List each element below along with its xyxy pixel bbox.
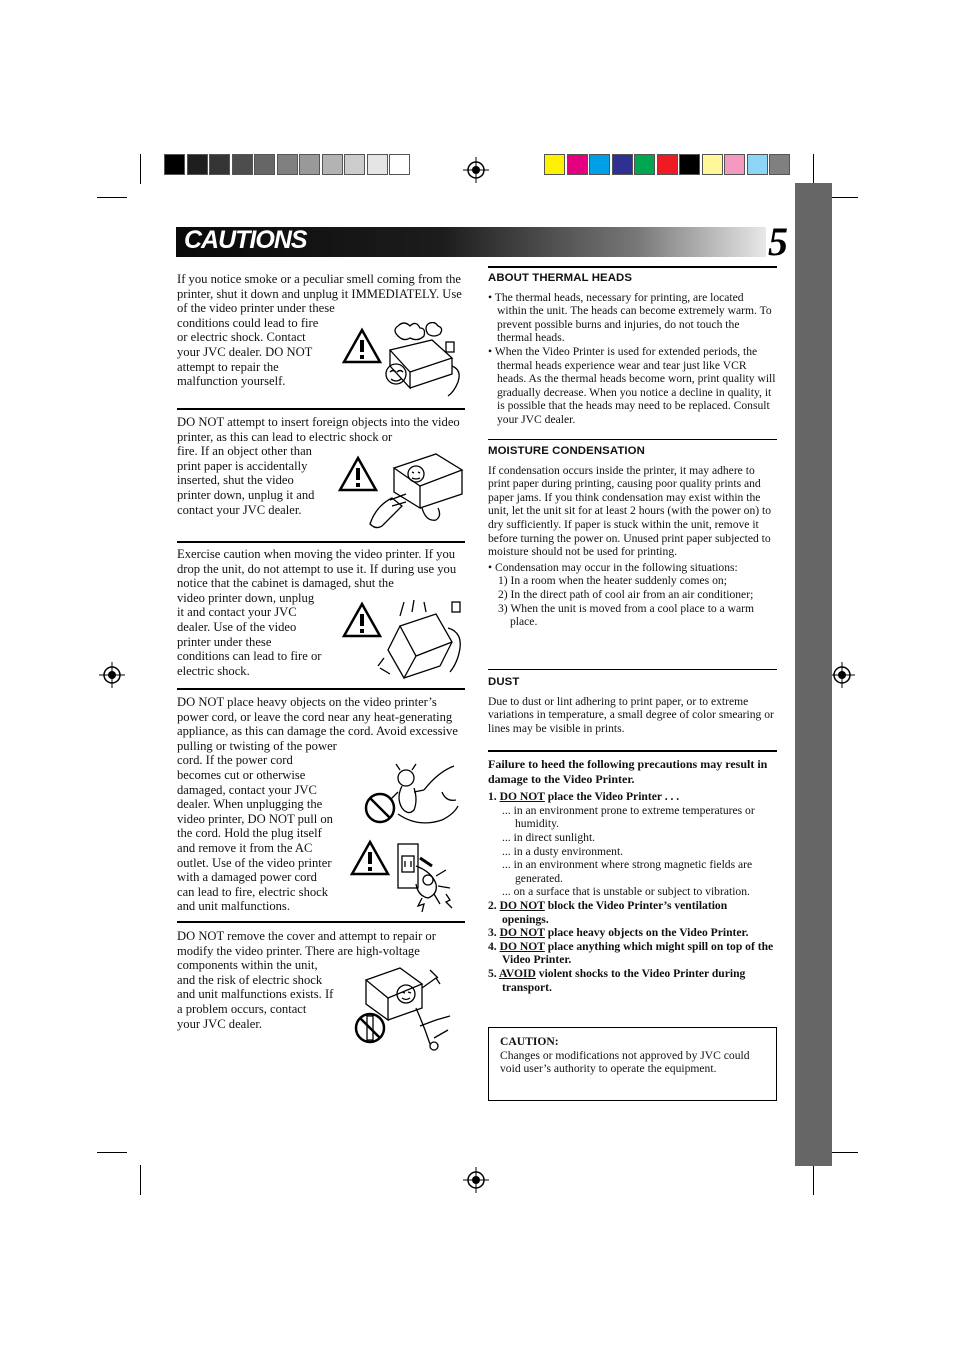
dust-body: Due to dust or lint adhering to print paper, or to extreme variations in temperature, a small degree of color smearing or lines may be visible in prints.	[488, 694, 774, 735]
color-swatch	[634, 154, 655, 175]
caution-moving-line: it and contact your JVC	[177, 605, 297, 620]
registration-mark-bottom	[463, 1167, 489, 1193]
precaution-location: ... in direct sunlight.	[502, 830, 596, 844]
thermal-heads-bullet: • The thermal heads, necessary for printing, are located within the unit. The heads can become extremely warm. To prevent possible burns and injuries, do not touch the thermal heads.	[488, 290, 772, 345]
precaution-text: place heavy objects on the Video Printer.	[544, 926, 749, 940]
precaution-location: ... on a surface that is unstable or subject to vibration.	[502, 885, 750, 899]
caution-power-cord-line: can lead to fire, electric shock	[177, 884, 329, 899]
precaution-number: 5.	[488, 966, 497, 980]
caution-smoke-line: conditions could lead to fire	[177, 315, 319, 330]
color-swatch	[232, 154, 253, 175]
caution-smoke-line: attempt to repair the	[177, 359, 279, 374]
caution-moving-text: Exercise caution when moving the video printer. If you drop the unit, do not attempt to use it. If during use you notice that the cabinet is damaged, shut the	[177, 547, 457, 591]
outlet-plug-illustration	[350, 836, 462, 912]
dropped-printer-illustration	[340, 598, 465, 680]
precaution-location: ... in an environment where strong magnetic fields are generated.	[502, 858, 753, 885]
precaution-emphasis: DO NOT	[499, 898, 545, 912]
caution-smoke-text: If you notice smoke or a peculiar smell coming from the printer, shut it down and unplug it IMMEDIATELY. Use of the video printer under these	[177, 272, 462, 316]
caution-foreign-objects-line: contact your JVC dealer.	[177, 502, 302, 517]
precautions-section	[488, 757, 776, 994]
page-title: CAUTIONS	[184, 226, 307, 254]
caution-power-cord-line: the cord. Hold the plug itself	[177, 826, 322, 841]
precaution-location: ... in an environment prone to extreme temperatures or humidity.	[502, 803, 755, 831]
color-swatch	[389, 154, 410, 175]
precaution-location: ... in a dusty environment.	[502, 844, 624, 858]
color-swatch	[612, 154, 633, 175]
color-swatch	[589, 154, 610, 175]
caution-power-cord-line: with a damaged power cord	[177, 870, 317, 885]
caution-cover-line: your JVC dealer.	[177, 1016, 262, 1031]
caution-moving-line: conditions can lead to fire or	[177, 649, 322, 664]
moisture-bullet: • Condensation may occur in the following situations:	[488, 560, 738, 574]
section-divider	[177, 408, 465, 410]
caution-cover-line: and the risk of electric shock	[177, 972, 323, 987]
caution-foreign-objects-line: printer down, unplug it and	[177, 487, 315, 502]
precaution-emphasis: DO NOT	[499, 939, 545, 953]
moisture-body: If condensation occurs inside the printer, it may adhere to print paper during printing, causing poor quality prints and paper jams. If you think condensation may exist within the unit, let the unit sit for at least 2 hours (with the power on) to dry sufficiently. If paper is stuck within the unit, remove it before turning the power on. Unused print paper subjected to moisture should not be used for printing.	[488, 463, 772, 559]
section-divider	[177, 541, 465, 543]
precaution-number: 2.	[488, 898, 497, 912]
section-divider	[488, 439, 777, 440]
pulling-cord-illustration	[362, 762, 462, 830]
caution-cover-line: and unit malfunctions exists. If	[177, 987, 334, 1002]
section-divider	[177, 688, 465, 690]
color-swatch	[769, 154, 790, 175]
thermal-heads-heading: ABOUT THERMAL HEADS	[488, 272, 633, 284]
caution-moving-line: printer under these	[177, 634, 272, 649]
caution-cover-line: a problem occurs, contact	[177, 1001, 307, 1016]
dust-heading: DUST	[488, 676, 520, 688]
color-swatch	[344, 154, 365, 175]
caution-foreign-objects-line: print paper is accidentally	[177, 458, 308, 473]
caution-moving-line: electric shock.	[177, 663, 250, 678]
color-swatch	[724, 154, 745, 175]
thermal-heads-bullet: • When the Video Printer is used for extended periods, the thermal heads experience wear and tear just like VCR heads. As the thermal heads become worn, print quality will gradually decrease. When you notice a decline in quality, it is possible that the heads may need to be replaced. Consult your JVC dealer.	[488, 344, 776, 426]
registration-mark-right	[829, 662, 855, 688]
caution-power-cord-line: and unit malfunctions.	[177, 899, 290, 914]
dust-section	[488, 676, 776, 735]
color-swatch	[747, 154, 768, 175]
caution-smoke-line: or electric shock. Contact	[177, 330, 306, 345]
color-swatch	[544, 154, 565, 175]
caution-power-cord-line: dealer. When unplugging the	[177, 797, 323, 812]
precaution-text: violent shocks to the Video Printer during transport.	[502, 966, 746, 994]
section-divider	[177, 921, 465, 923]
precaution-item-1	[488, 790, 776, 804]
precaution-number: 3.	[488, 926, 497, 940]
color-swatch	[322, 154, 343, 175]
caution-power-cord-text: DO NOT place heavy objects on the video printer’s power cord, or leave the cord near any heat-generating appliance, as this can damage the cord. Avoid excessive pulling or twisting of the power	[177, 695, 458, 753]
precaution-emphasis: DO NOT	[499, 926, 545, 940]
caution-cover-line: components within the unit,	[177, 958, 318, 973]
caution-power-cord-line: cord. If the power cord	[177, 753, 293, 768]
precaution-number: 4.	[488, 939, 497, 953]
section-divider	[488, 669, 777, 670]
screwdriver-repair-illustration	[350, 964, 462, 1052]
precaution-text: block the Video Printer’s ventilation openings.	[502, 898, 728, 926]
caution-notice-box	[488, 1027, 777, 1101]
caution-power-cord-line: and remove it from the AC	[177, 840, 313, 855]
caution-foreign-objects-text: DO NOT attempt to insert foreign objects into the video printer, as this can lead to electric shock or	[177, 415, 460, 444]
caution-power-cord-line: video printer, DO NOT pull on	[177, 811, 333, 826]
caution-moving-line: video printer down, unplug	[177, 590, 315, 605]
thermal-heads-section	[488, 272, 776, 427]
moisture-situation: 2) In the direct path of cool air from an air conditioner;	[498, 587, 754, 601]
title-banner	[176, 227, 766, 257]
moisture-situation: 1) In a room when the heater suddenly comes on;	[498, 574, 727, 588]
precaution-number: 1.	[488, 790, 497, 804]
caution-smoke-line: malfunction yourself.	[177, 374, 286, 389]
color-swatch	[367, 154, 388, 175]
smoking-printer-illustration	[340, 322, 465, 400]
color-swatch	[254, 154, 275, 175]
precaution-text: place anything which might spill on top of the Video Printer.	[502, 939, 774, 967]
color-swatch	[299, 154, 320, 175]
caution-smoke-line: your JVC dealer. DO NOT	[177, 344, 313, 359]
caution-power-cord-line: outlet. Use of the video printer	[177, 855, 332, 870]
caution-power-cord-line: becomes cut or otherwise	[177, 767, 306, 782]
color-swatch	[679, 154, 700, 175]
caution-cover-text: DO NOT remove the cover and attempt to repair or modify the video printer. There are high-voltage	[177, 929, 436, 958]
registration-mark-left	[99, 662, 125, 688]
moisture-section	[488, 445, 776, 629]
caution-moving-line: dealer. Use of the video	[177, 619, 297, 634]
caution-notice-body: Changes or modifications not approved by JVC could void user’s authority to operate the equipment.	[500, 1048, 750, 1076]
foreign-object-illustration	[336, 450, 466, 532]
caution-foreign-objects-line: fire. If an object other than	[177, 444, 312, 459]
registration-mark-top	[463, 157, 489, 183]
precaution-item-2	[488, 899, 776, 926]
color-swatch	[209, 154, 230, 175]
side-tab	[795, 183, 832, 1166]
color-swatch	[277, 154, 298, 175]
color-swatch	[164, 154, 185, 175]
moisture-situation: 3) When the unit is moved from a cool place to a warm place.	[498, 601, 755, 629]
section-divider	[488, 266, 777, 268]
color-swatch	[187, 154, 208, 175]
color-swatch	[567, 154, 588, 175]
precaution-item-4	[488, 940, 776, 967]
section-divider	[488, 750, 777, 752]
caution-notice-title: CAUTION:	[500, 1035, 559, 1048]
color-swatch	[657, 154, 678, 175]
page-number: 5	[768, 219, 788, 264]
precaution-emphasis: DO NOT	[499, 790, 545, 804]
precaution-item-5	[488, 967, 776, 994]
precaution-text: place the Video Printer . . .	[544, 790, 680, 804]
caution-power-cord-line: damaged, contact your JVC	[177, 782, 317, 797]
moisture-heading: MOISTURE CONDENSATION	[488, 445, 645, 457]
color-swatch	[702, 154, 723, 175]
precautions-heading: Failure to heed the following precautions may result in damage to the Video Printer.	[488, 757, 768, 786]
precaution-emphasis: AVOID	[498, 966, 536, 980]
caution-foreign-objects-line: inserted, shut the video	[177, 473, 294, 488]
precaution-item-3	[488, 926, 776, 940]
